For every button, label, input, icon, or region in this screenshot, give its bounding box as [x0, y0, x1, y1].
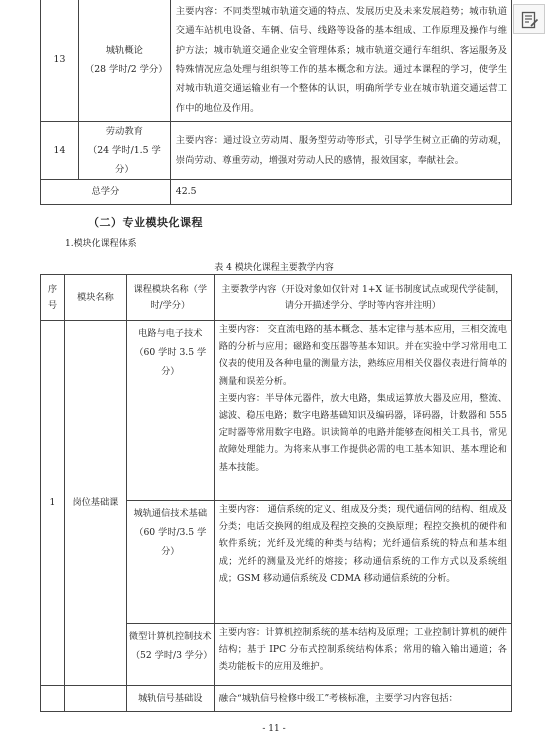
course-hours: （52 学时/3 学分）: [130, 650, 213, 661]
course-description: 主要内容： 通信系统的定义、组成及分类；现代通信网的结构、组成及分类；电话交换网的组成及程控交换的交换原理；程控交换机的硬件和软件系统；光纤及光缆的种类与结构；光纤通信系统的特点和基本组成；光纤的测量及光纤的熔接；移动通信系统的工作方式以及系统组成；GSM 移动通信系统及 CDMA 移动通信系统的分析。: [214, 501, 511, 624]
course-description-part: 主要内容：半导体元器件，放大电路，集成运算放大器及应用，整流、滤波、稳压电路；数字电路基础知识及编码器，译码器，计数器和 555 定时器等常用数字电路。识读简单的电路并能够查阅相关工具书，常见故障处理能力。为将来从事工作提供必需的电工基本知识、基本理论和基本技能。: [218, 392, 507, 473]
module-course-table: [40, 274, 512, 712]
total-credits-label: 总学分: [41, 180, 171, 205]
course-name: 电路与电子技术: [138, 328, 203, 339]
course-hours: （60 学时 3.5 学分）: [134, 347, 207, 377]
course-hours: （28 学时/2 学分）: [84, 64, 168, 75]
table-row: [41, 122, 512, 180]
course-name: 城轨通信技术基础: [133, 508, 208, 519]
table-caption: 表 4 模块化课程主要教学内容: [214, 263, 334, 273]
course-name: 城轨信号基础设: [126, 686, 214, 712]
header-course: 课程模块名称（学时/学分）: [126, 275, 214, 321]
row-number: 13: [41, 0, 79, 122]
section-heading: （二）专业模块化课程: [88, 216, 203, 229]
course-description: 主要内容：通过设立劳动周、服务型劳动等形式，引导学生树立正确的劳动观，崇尚劳动、尊重劳动，增强对劳动人民的感情，报效国家，奉献社会。: [170, 122, 511, 180]
page-number: - 11 -: [262, 724, 286, 734]
course-description: 融合“城轨信号检修中级工”考核标准，主要学习内容包括：: [214, 686, 511, 712]
header-number: 序号: [41, 275, 65, 321]
course-name-cell: [78, 122, 170, 180]
course-description-part: 主要内容： 交直流电路的基本概念、基本定律与基本应用，三相交流电路的分析与应用；磁路和变压器等基本知识。并在实验中学习常用电工仪表的使用及各种电量的测量方法，熟练应用相关仪器仪表进行简单的测量和误差分析。: [218, 324, 507, 387]
bookmark-edit-icon[interactable]: [513, 4, 545, 34]
course-description: [214, 321, 511, 501]
course-table-continued: [40, 0, 512, 205]
row-number: 1: [41, 321, 65, 686]
course-name-cell: [126, 624, 214, 686]
course-name-cell: [126, 321, 214, 501]
course-description: 主要内容：不同类型城市轨道交通的特点、发展历史及未来发展趋势；城市轨道交通车站机电设备、车辆、信号、线路等设备的基本组成、工作原理及操作与维护方法；城市轨道交通企业安全管理体系；城市轨道交通行车组织、客运服务及特殊情况应急处理与组织等工作的基本概念和方法。通过本课程的学习，使学生对城市轨道交通运输业有一个整体的认识，明确所学专业在城市轨道交通运营工作中的地位及作用。: [170, 0, 511, 122]
course-name: 微型计算机控制技术: [128, 631, 212, 642]
table-header-row: [41, 275, 512, 321]
subsection-heading: 1.模块化课程体系: [65, 239, 137, 249]
row-number: 14: [41, 122, 79, 180]
course-hours: （60 学时/3.5 学分）: [134, 527, 207, 557]
module-name-empty: [64, 686, 126, 712]
course-hours: （24 学时/1.5 学分）: [87, 145, 161, 175]
total-row: [41, 180, 512, 205]
row-number-empty: [41, 686, 65, 712]
table-row: [41, 321, 512, 501]
course-description: 主要内容：计算机控制系统的基本结构及原理；工业控制计算机的硬件结构；基于 IPC 分布式控制系统结构体系；常用的输入输出通道；各类功能板卡的应用及维护。: [214, 624, 511, 686]
header-module: 模块名称: [64, 275, 126, 321]
bookmark-edit-icon-glyph: [521, 11, 539, 29]
header-content: 主要教学内容（开设对象如仅针对 1+X 证书制度试点或现代学徒制，请分开描述学分、学时等内容并注明）: [214, 275, 511, 321]
table-row: [41, 686, 512, 712]
table-row: [41, 0, 512, 122]
course-name-cell: [78, 0, 170, 122]
course-name: 城轨概论: [105, 45, 143, 56]
total-credits-value: 42.5: [170, 180, 511, 205]
course-name: 劳动教育: [105, 126, 143, 137]
module-name: 岗位基础课: [64, 321, 126, 686]
course-name-cell: [126, 501, 214, 624]
